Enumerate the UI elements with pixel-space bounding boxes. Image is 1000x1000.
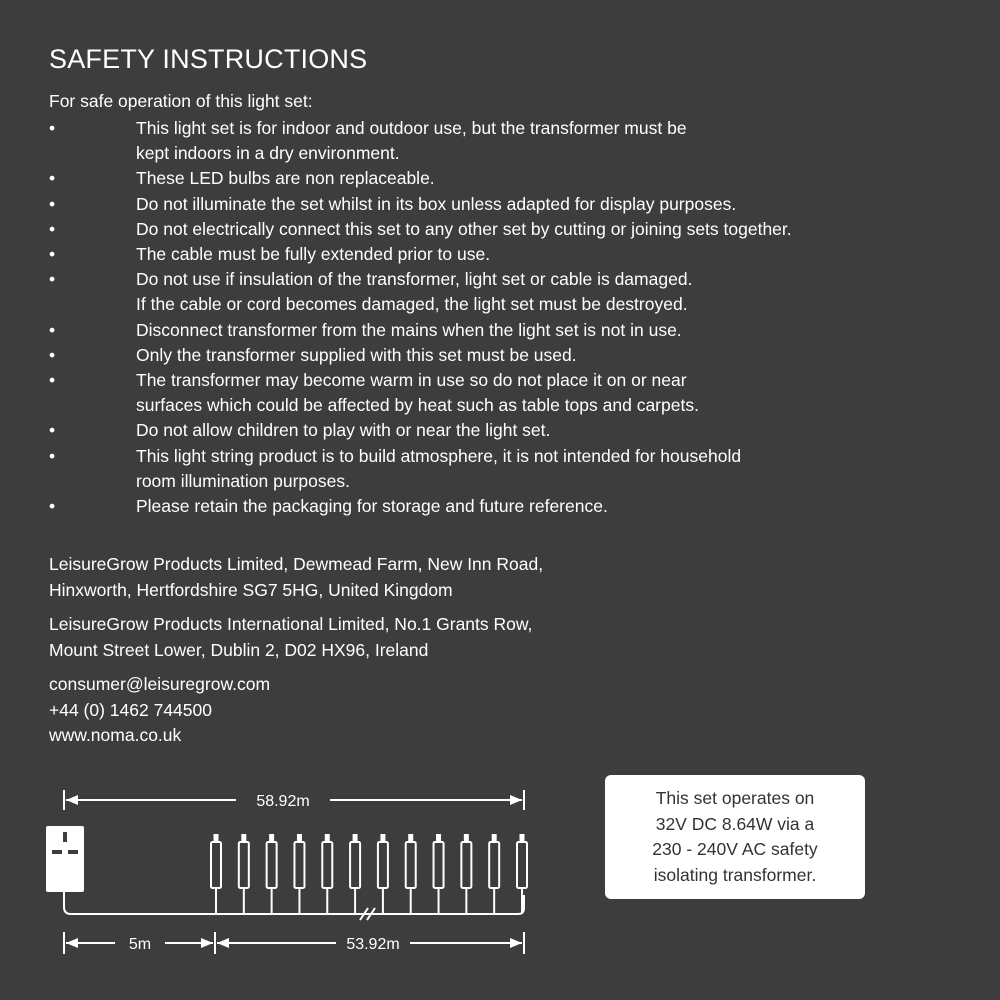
uk-address — [49, 552, 543, 603]
bullet-icon: • — [49, 218, 56, 239]
power-info-line: 32V DC 8.64W via a — [655, 813, 815, 834]
instruction-line: Do not allow children to play with or near the light set. — [136, 420, 551, 441]
led-bulb-icon — [378, 834, 388, 914]
arrow-head — [66, 938, 78, 948]
instruction-line: The cable must be fully extended prior to use. — [136, 244, 491, 265]
light-set-dimension-diagram — [0, 770, 600, 1000]
bullet-icon: • — [49, 370, 56, 391]
led-bulb-icon — [517, 834, 527, 914]
arrow-head — [66, 795, 78, 805]
instruction-line: room illumination purposes. — [136, 470, 350, 491]
contact-website[interactable]: www.noma.co.uk — [49, 725, 182, 745]
arrow-head — [510, 938, 522, 948]
instruction-item — [49, 267, 792, 317]
arrow-head — [201, 938, 213, 948]
bullet-icon: • — [49, 244, 56, 265]
led-bulb-icon — [322, 834, 332, 914]
ireland-address-line: Mount Street Lower, Dublin 2, D02 HX96, Ireland — [49, 639, 429, 660]
bullet-icon: • — [49, 118, 56, 138]
instruction-line: kept indoors in a dry environment. — [136, 143, 400, 164]
instruction-line: Do not illuminate the set whilst in its box unless adapted for display purposes. — [136, 193, 737, 214]
uk-address-line: Hinxworth, Hertfordshire SG7 5HG, United Kingdom — [49, 579, 453, 600]
led-bulb-icon — [461, 834, 471, 914]
instruction-line: Only the transformer supplied with this set must be used. — [136, 344, 577, 365]
led-bulb-icon — [489, 834, 499, 914]
led-bulb-icon — [211, 834, 221, 914]
instruction-item — [49, 192, 792, 217]
led-bulb-icon — [267, 834, 277, 914]
lit-length-label: 53.92m — [346, 936, 400, 953]
led-bulbs — [211, 834, 527, 914]
power-info-box — [605, 775, 865, 899]
ireland-address — [49, 612, 532, 663]
instruction-item — [49, 116, 792, 166]
power-info-line: isolating transformer. — [653, 864, 817, 885]
transformer-plug-icon — [46, 826, 84, 892]
instruction-item — [49, 494, 792, 519]
bullet-icon: • — [49, 193, 56, 214]
instruction-item — [49, 418, 792, 443]
led-bulb-icon — [239, 834, 249, 914]
instruction-item — [49, 318, 792, 343]
bullet-icon: • — [49, 344, 56, 365]
instruction-item — [49, 343, 792, 368]
intro-text: For safe operation of this light set: — [49, 91, 313, 111]
lead-length-label: 5m — [128, 936, 152, 953]
instruction-item — [49, 444, 792, 494]
bullet-icon: • — [49, 445, 56, 466]
bullet-icon: • — [49, 168, 56, 189]
led-bulb-icon — [294, 834, 304, 914]
contact-details — [49, 672, 270, 749]
bullet-icon: • — [49, 420, 56, 441]
contact-phone: +44 (0) 1462 744500 — [49, 699, 212, 720]
instruction-line: Disconnect transformer from the mains when the light set is not in use. — [136, 319, 682, 340]
bullet-icon: • — [49, 319, 56, 340]
power-info-line: 230 - 240V AC safety — [652, 839, 818, 859]
instruction-line: This light string product is to build atmosphere, it is not intended for household — [136, 445, 742, 466]
led-bulb-icon — [434, 834, 444, 914]
instruction-line: If the cable or cord becomes damaged, the light set must be destroyed. — [136, 294, 688, 315]
instruction-line: Do not use if insulation of the transformer, light set or cable is damaged. — [136, 269, 693, 290]
instruction-item — [49, 368, 792, 418]
instruction-line: Do not electrically connect this set to any other set by cutting or joining sets together. — [136, 218, 792, 239]
led-bulb-icon — [406, 834, 416, 914]
power-info-line: This set operates on — [655, 788, 815, 808]
instruction-line: These LED bulbs are non replaceable. — [136, 168, 435, 189]
bullet-icon: • — [49, 269, 56, 290]
instruction-line: surfaces which could be affected by heat such as table tops and carpets. — [136, 395, 699, 416]
ireland-address-line: LeisureGrow Products International Limited, No.1 Grants Row, — [49, 614, 533, 634]
instruction-item — [49, 217, 792, 242]
led-bulb-icon — [350, 834, 360, 914]
instruction-line: The transformer may become warm in use so do not place it on or near — [136, 370, 687, 391]
instruction-line: This light set is for indoor and outdoor use, but the transformer must be — [136, 118, 687, 138]
instruction-line: Please retain the packaging for storage and future reference. — [136, 496, 608, 517]
bullet-icon: • — [49, 496, 56, 517]
arrow-head — [217, 938, 229, 948]
lead-cable — [64, 892, 524, 914]
total-length-label: 58.92m — [256, 793, 310, 810]
page-title: SAFETY INSTRUCTIONS — [49, 44, 368, 74]
contact-email[interactable]: consumer@leisuregrow.com — [49, 674, 271, 694]
arrow-head — [510, 795, 522, 805]
uk-address-line: LeisureGrow Products Limited, Dewmead Farm, New Inn Road, — [49, 554, 544, 574]
instruction-item — [49, 166, 792, 191]
safety-instruction-list — [49, 116, 792, 519]
instruction-item — [49, 242, 792, 267]
